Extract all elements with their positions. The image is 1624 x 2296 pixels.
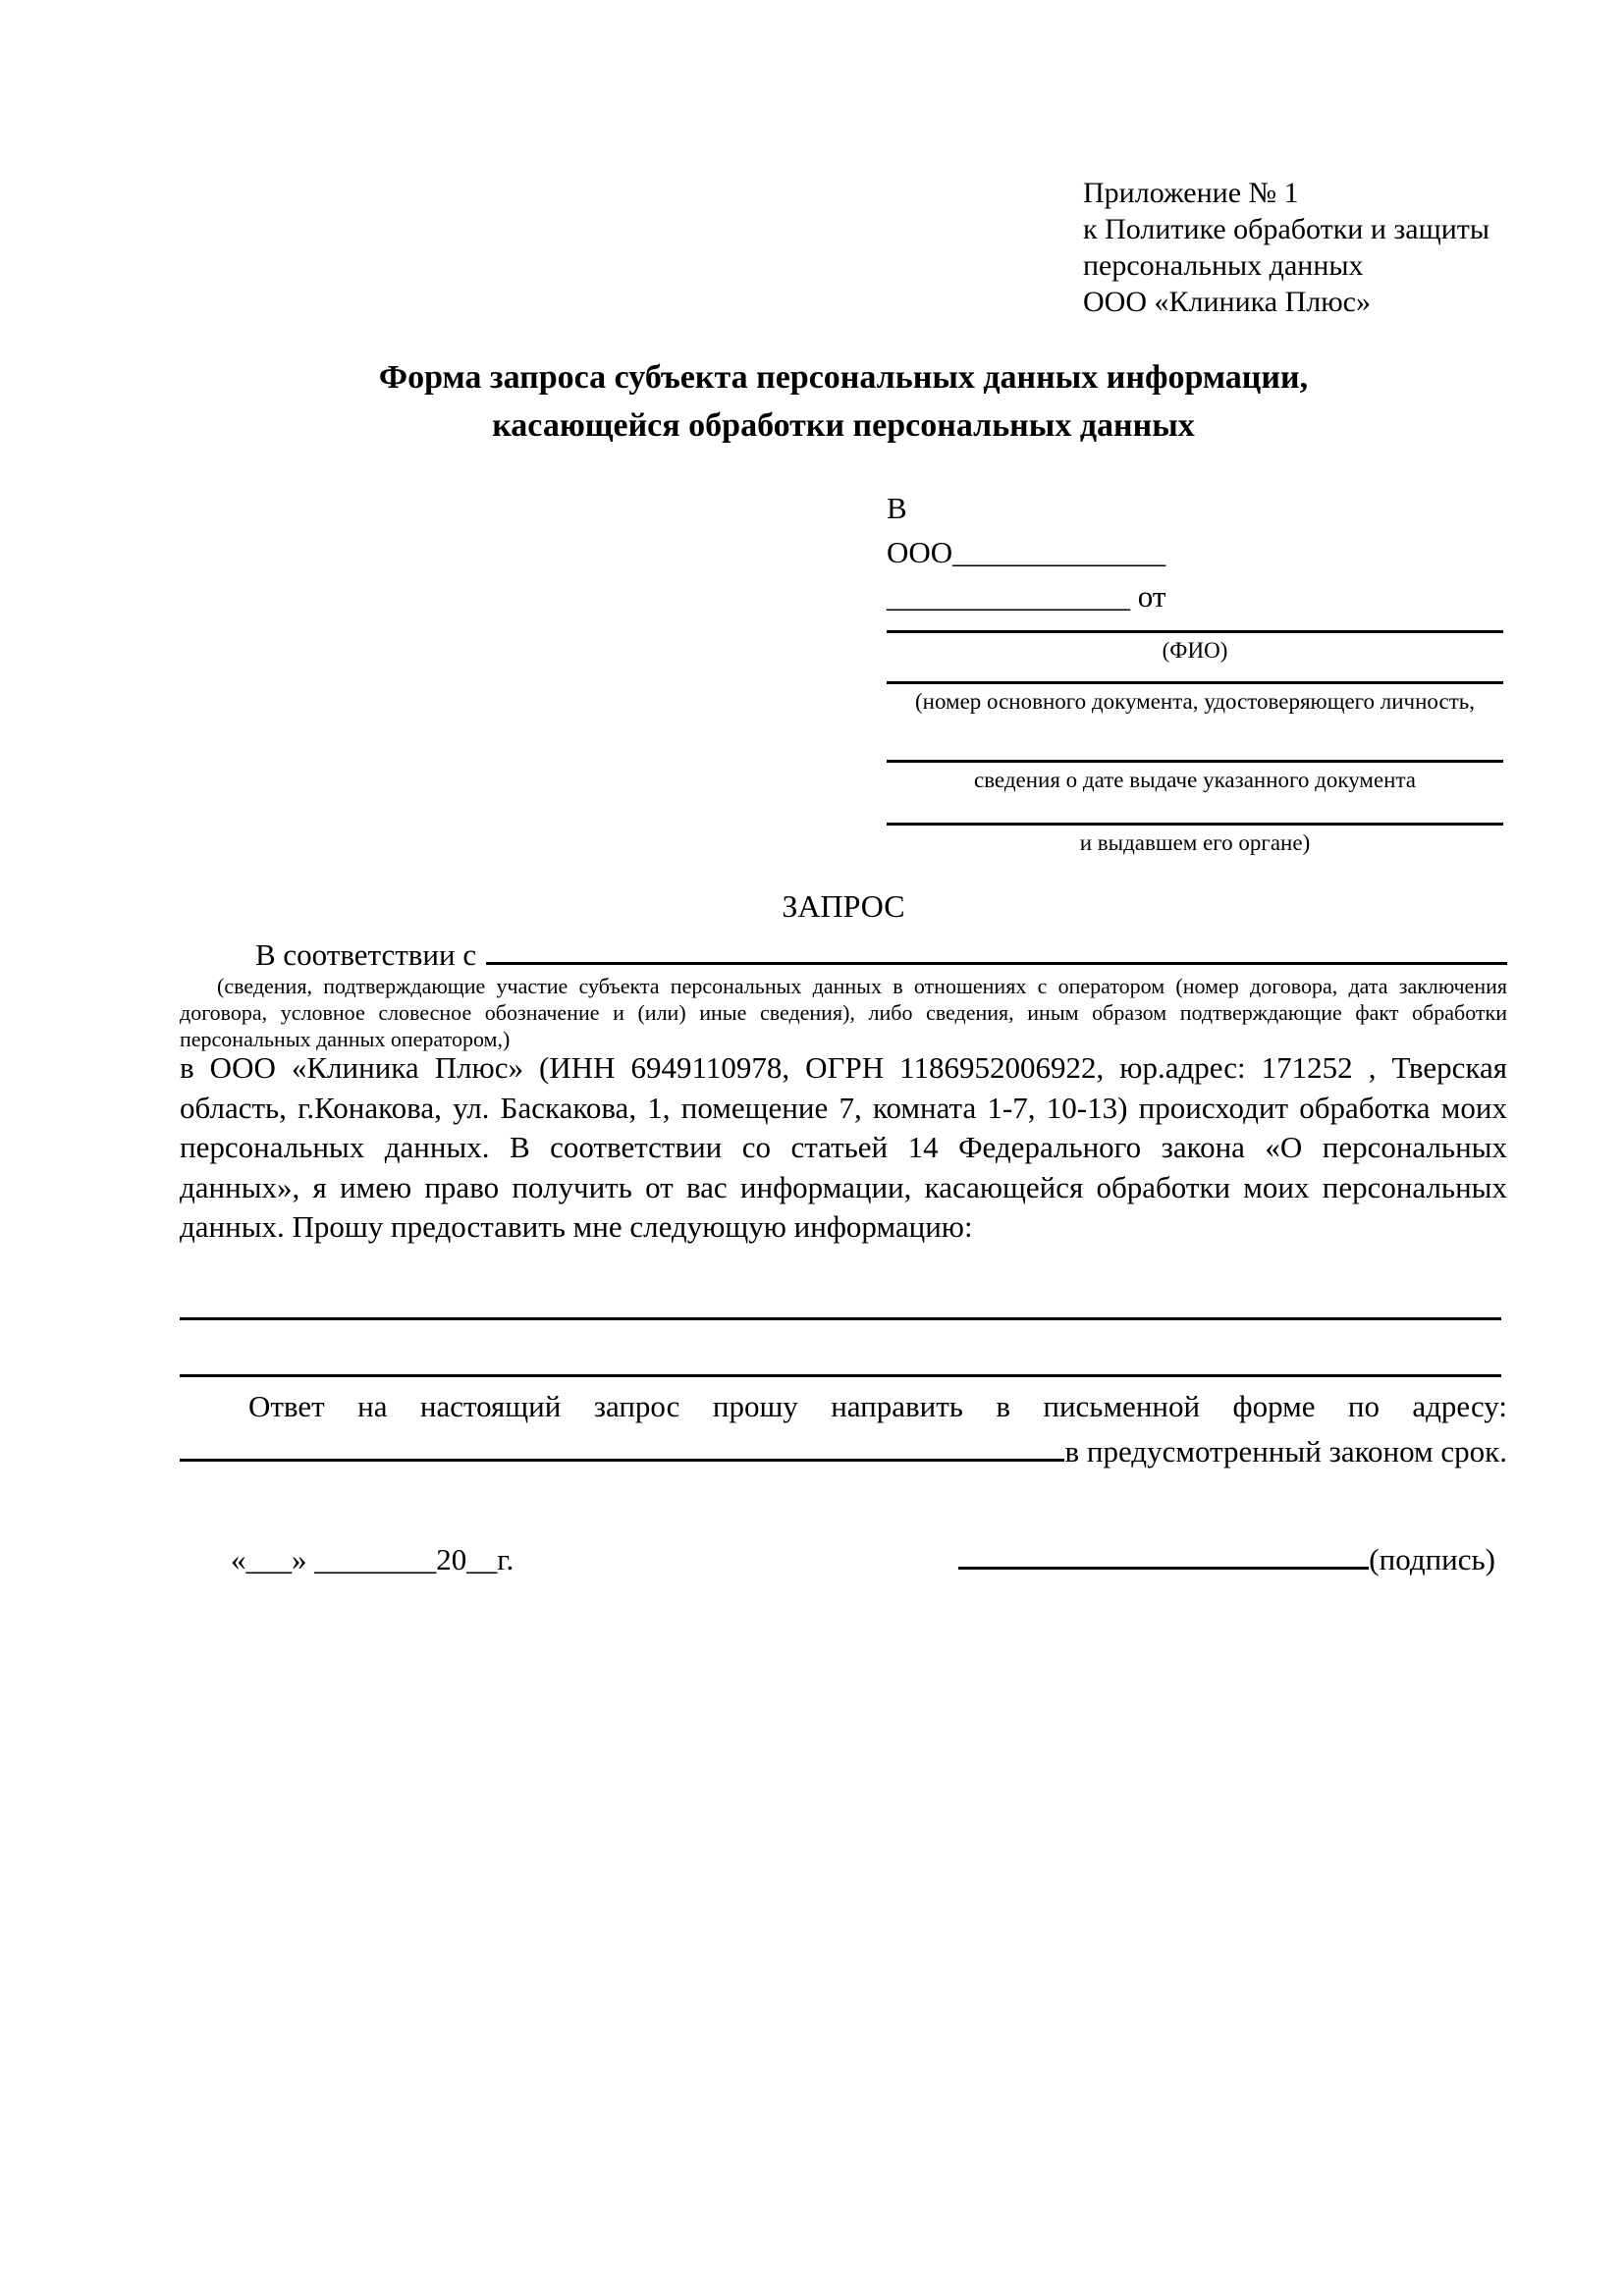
appendix-line-4: ООО «Клиника Плюс» <box>1083 286 1371 318</box>
page-title-line-2: касающейся обработки персональных данных <box>492 407 1195 444</box>
addressee-block <box>887 486 1503 858</box>
doc-issuer-caption: и выдавшем его органе) <box>1079 830 1311 855</box>
reply-line-1: Ответ на настоящий запрос прошу направить в письменной форме по адресу: <box>248 1389 1507 1423</box>
signature-caption: (подпись) <box>1369 1542 1495 1576</box>
fio-caption: (ФИО) <box>1162 638 1228 663</box>
intro-text: В соответствии с <box>255 937 477 972</box>
appendix-line-3: персональных данных <box>1083 249 1364 282</box>
org-name-blank: ООО______________ <box>887 535 1166 569</box>
appendix-header <box>1083 175 1489 320</box>
page-title-line-1: Форма запроса субъекта персональных данных информации, <box>378 359 1309 396</box>
doc-number-caption: (номер основного документа, удостоверяющего личность, <box>914 689 1475 714</box>
date-blank: «___» ________20__г. <box>231 1542 514 1576</box>
from-blank: ________________ от <box>887 579 1166 614</box>
page-title <box>180 353 1507 450</box>
reply-address-fill-line <box>180 1426 1064 1462</box>
intro-row <box>180 929 1507 976</box>
appendix-line-2: к Политике обработки и защиты <box>1083 213 1490 245</box>
info-blank-line-1 <box>180 1317 1501 1320</box>
request-body-paragraph: в ООО «Клиника Плюс» (ИНН 6949110978, ОГРН 1186952006922, юр.адрес: 171252 , Тверская область, г.Конакова, ул. Баскакова, 1, помещение 7, комната 1-7, 10-13) происходит обработка моих персональных данных. В соответствии со статьей 14 Федерального закона «О персональных данных», я имею право получить от вас информации, касающейся обработки моих персональных данных. Прошу предоставить мне следующую информацию: <box>180 1050 1507 1244</box>
reply-line-2 <box>180 1426 1507 1471</box>
doc-issue-date-caption: сведения о дате выдаче указанного документа <box>973 768 1417 792</box>
signature-part <box>958 1534 1507 1581</box>
reply-line-2-suffix: в предусмотренный законом срок. <box>1064 1434 1507 1468</box>
request-heading: ЗАПРОС <box>782 888 905 924</box>
footer-row <box>180 1534 1507 1581</box>
intro-fill-line <box>486 929 1507 965</box>
appendix-line-1: Приложение № 1 <box>1083 177 1299 209</box>
info-blank-line-2 <box>180 1374 1501 1377</box>
signature-fill-line <box>958 1534 1369 1570</box>
addressee-to: В <box>887 491 907 525</box>
intro-note: (сведения, подтверждающие участие субъекта персональных данных в отношениях с оператором (номер договора, дата заключения договора, условное словесное обозначение и (или) иные сведения), либо сведения, иным образом подтверждающие факт обработки персональных данных оператором,) <box>180 974 1507 1051</box>
